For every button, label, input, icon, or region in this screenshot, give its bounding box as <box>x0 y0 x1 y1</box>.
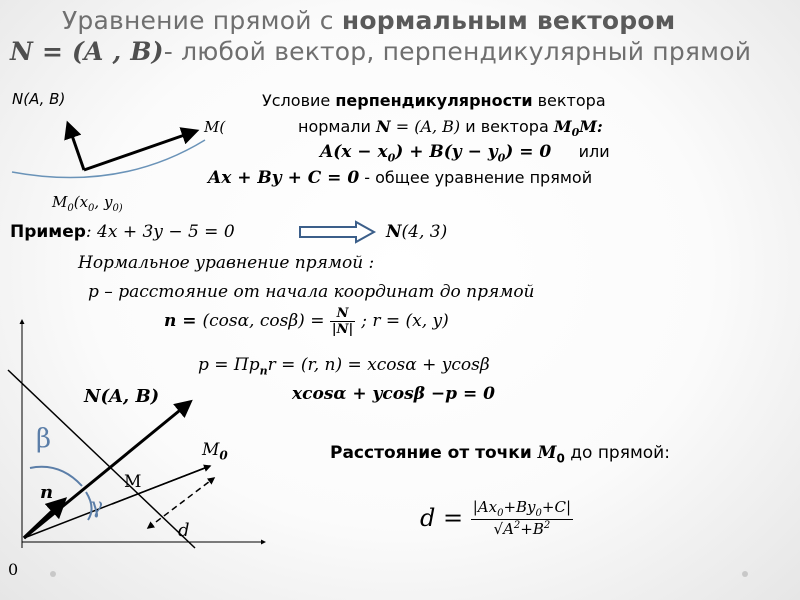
cond-end: вектора <box>532 91 606 110</box>
gamma-label <box>90 494 103 519</box>
cond2-a: нормали <box>298 117 376 136</box>
cond2-m: M: <box>579 117 603 136</box>
beta-arc <box>30 467 82 486</box>
den-a: √A <box>493 520 514 538</box>
m-label-text: M( <box>204 118 226 136</box>
m0-point-text: M <box>202 440 220 460</box>
m0-coords-sub1: 0 <box>88 203 95 214</box>
r-def: ; r = (x, y) <box>361 311 449 331</box>
origin-text: 0 <box>8 560 19 579</box>
small-n-text: n <box>40 482 54 503</box>
den-e1: 2 <box>513 520 521 531</box>
cond3-a: A(x − x <box>320 142 388 162</box>
cond2-c: и вектора <box>460 117 554 136</box>
cond3-b: ) + B(y − y <box>395 142 498 162</box>
p-def-b: r = (r, n) = xcosα + ycosβ <box>267 355 490 375</box>
p-def-a: p = Пр <box>198 355 260 375</box>
m0-letter: M <box>52 193 68 211</box>
cond3-sub2: 0 <box>497 151 506 165</box>
general-eq-text: - общее уравнение прямой <box>359 168 593 187</box>
num-c: +C| <box>541 498 572 516</box>
cond-plain: Условие <box>262 91 336 110</box>
corner-dot-right <box>742 571 748 577</box>
cond3-sub1: 0 <box>387 151 396 165</box>
distance-m-sub: 0 <box>556 451 565 466</box>
title-text: - любой вектор, перпендикулярный прямой <box>163 37 752 66</box>
small-n-vector <box>24 500 64 538</box>
d-label <box>178 520 190 541</box>
normal-heading-text: Нормальное уравнение прямой : <box>78 253 375 273</box>
n-def-left: n = <box>164 311 203 331</box>
gamma-text: γ <box>90 494 104 519</box>
cond2-n: N <box>376 117 391 136</box>
distance-m: M <box>537 443 557 463</box>
m0-point-label <box>202 440 228 462</box>
num-b: +By <box>503 498 536 516</box>
m0-coords-c: 0) <box>112 203 123 214</box>
title-plain: Уравнение прямой с <box>62 6 342 35</box>
n-def-right: (cosα, cosβ) = <box>202 311 330 331</box>
distance-heading <box>330 443 670 465</box>
m0-sub: 0 <box>67 203 74 214</box>
den-b: +B <box>520 520 544 538</box>
example-coords: (4, 3) <box>401 222 448 242</box>
small-n-label <box>40 482 53 503</box>
final-eq-text: xcosα + ycosβ −p = 0 <box>292 384 495 404</box>
example-label: Пример <box>10 222 86 242</box>
big-normal-vector <box>24 402 190 538</box>
n-frac-den: |N| <box>331 322 354 337</box>
distance-denominator <box>471 520 573 538</box>
title-bold: нормальным вектором <box>341 6 676 35</box>
num-s2: 0 <box>535 508 542 519</box>
origin-label <box>8 560 18 579</box>
d-equals: d = <box>420 504 471 532</box>
distance-fraction <box>471 498 573 538</box>
cond2-m0: M <box>553 117 572 136</box>
distance-numerator <box>471 498 573 520</box>
distance-end: до прямой: <box>564 443 670 463</box>
cond3-c: ) = 0 <box>505 142 552 162</box>
example-n: N <box>386 222 402 242</box>
n-frac-num: N <box>330 306 355 322</box>
cond2-m0-sub: 0 <box>571 126 580 140</box>
m0-coords-a: (x <box>73 193 89 211</box>
bottom-vector-label-text: N(A, B) <box>84 386 160 407</box>
example-equation: : 4x + 3y − 5 = 0 <box>85 222 235 242</box>
d-text: d <box>178 520 190 541</box>
general-eq: Ax + By + C = 0 <box>208 168 360 188</box>
title-math: N = (A , B) <box>10 37 164 66</box>
m-point-text: M <box>124 472 142 492</box>
cond2-b: = (A, B) <box>390 117 461 136</box>
distance-bold: Расстояние от точки <box>330 443 538 463</box>
top-vector-label-text: N(A, B) <box>12 90 66 108</box>
num-s1: 0 <box>497 508 504 519</box>
cond-bold: перпендикулярности <box>335 91 533 110</box>
den-e2: 2 <box>543 520 551 531</box>
beta-label <box>36 424 51 454</box>
m0-coords-b: , y <box>94 193 113 211</box>
p-def-sub: n <box>259 364 268 378</box>
num-a: |Ax <box>472 498 498 516</box>
m-point-label <box>124 472 141 492</box>
cond3-or: или <box>578 142 610 161</box>
bottom-vector-label <box>84 386 159 407</box>
m0-point-sub: 0 <box>219 448 228 463</box>
corner-dot-left <box>50 571 56 577</box>
distance-formula <box>420 498 573 538</box>
p-desc-text: p – расстояние от начала координат до прямой <box>88 282 535 302</box>
beta-text: β <box>36 424 52 454</box>
